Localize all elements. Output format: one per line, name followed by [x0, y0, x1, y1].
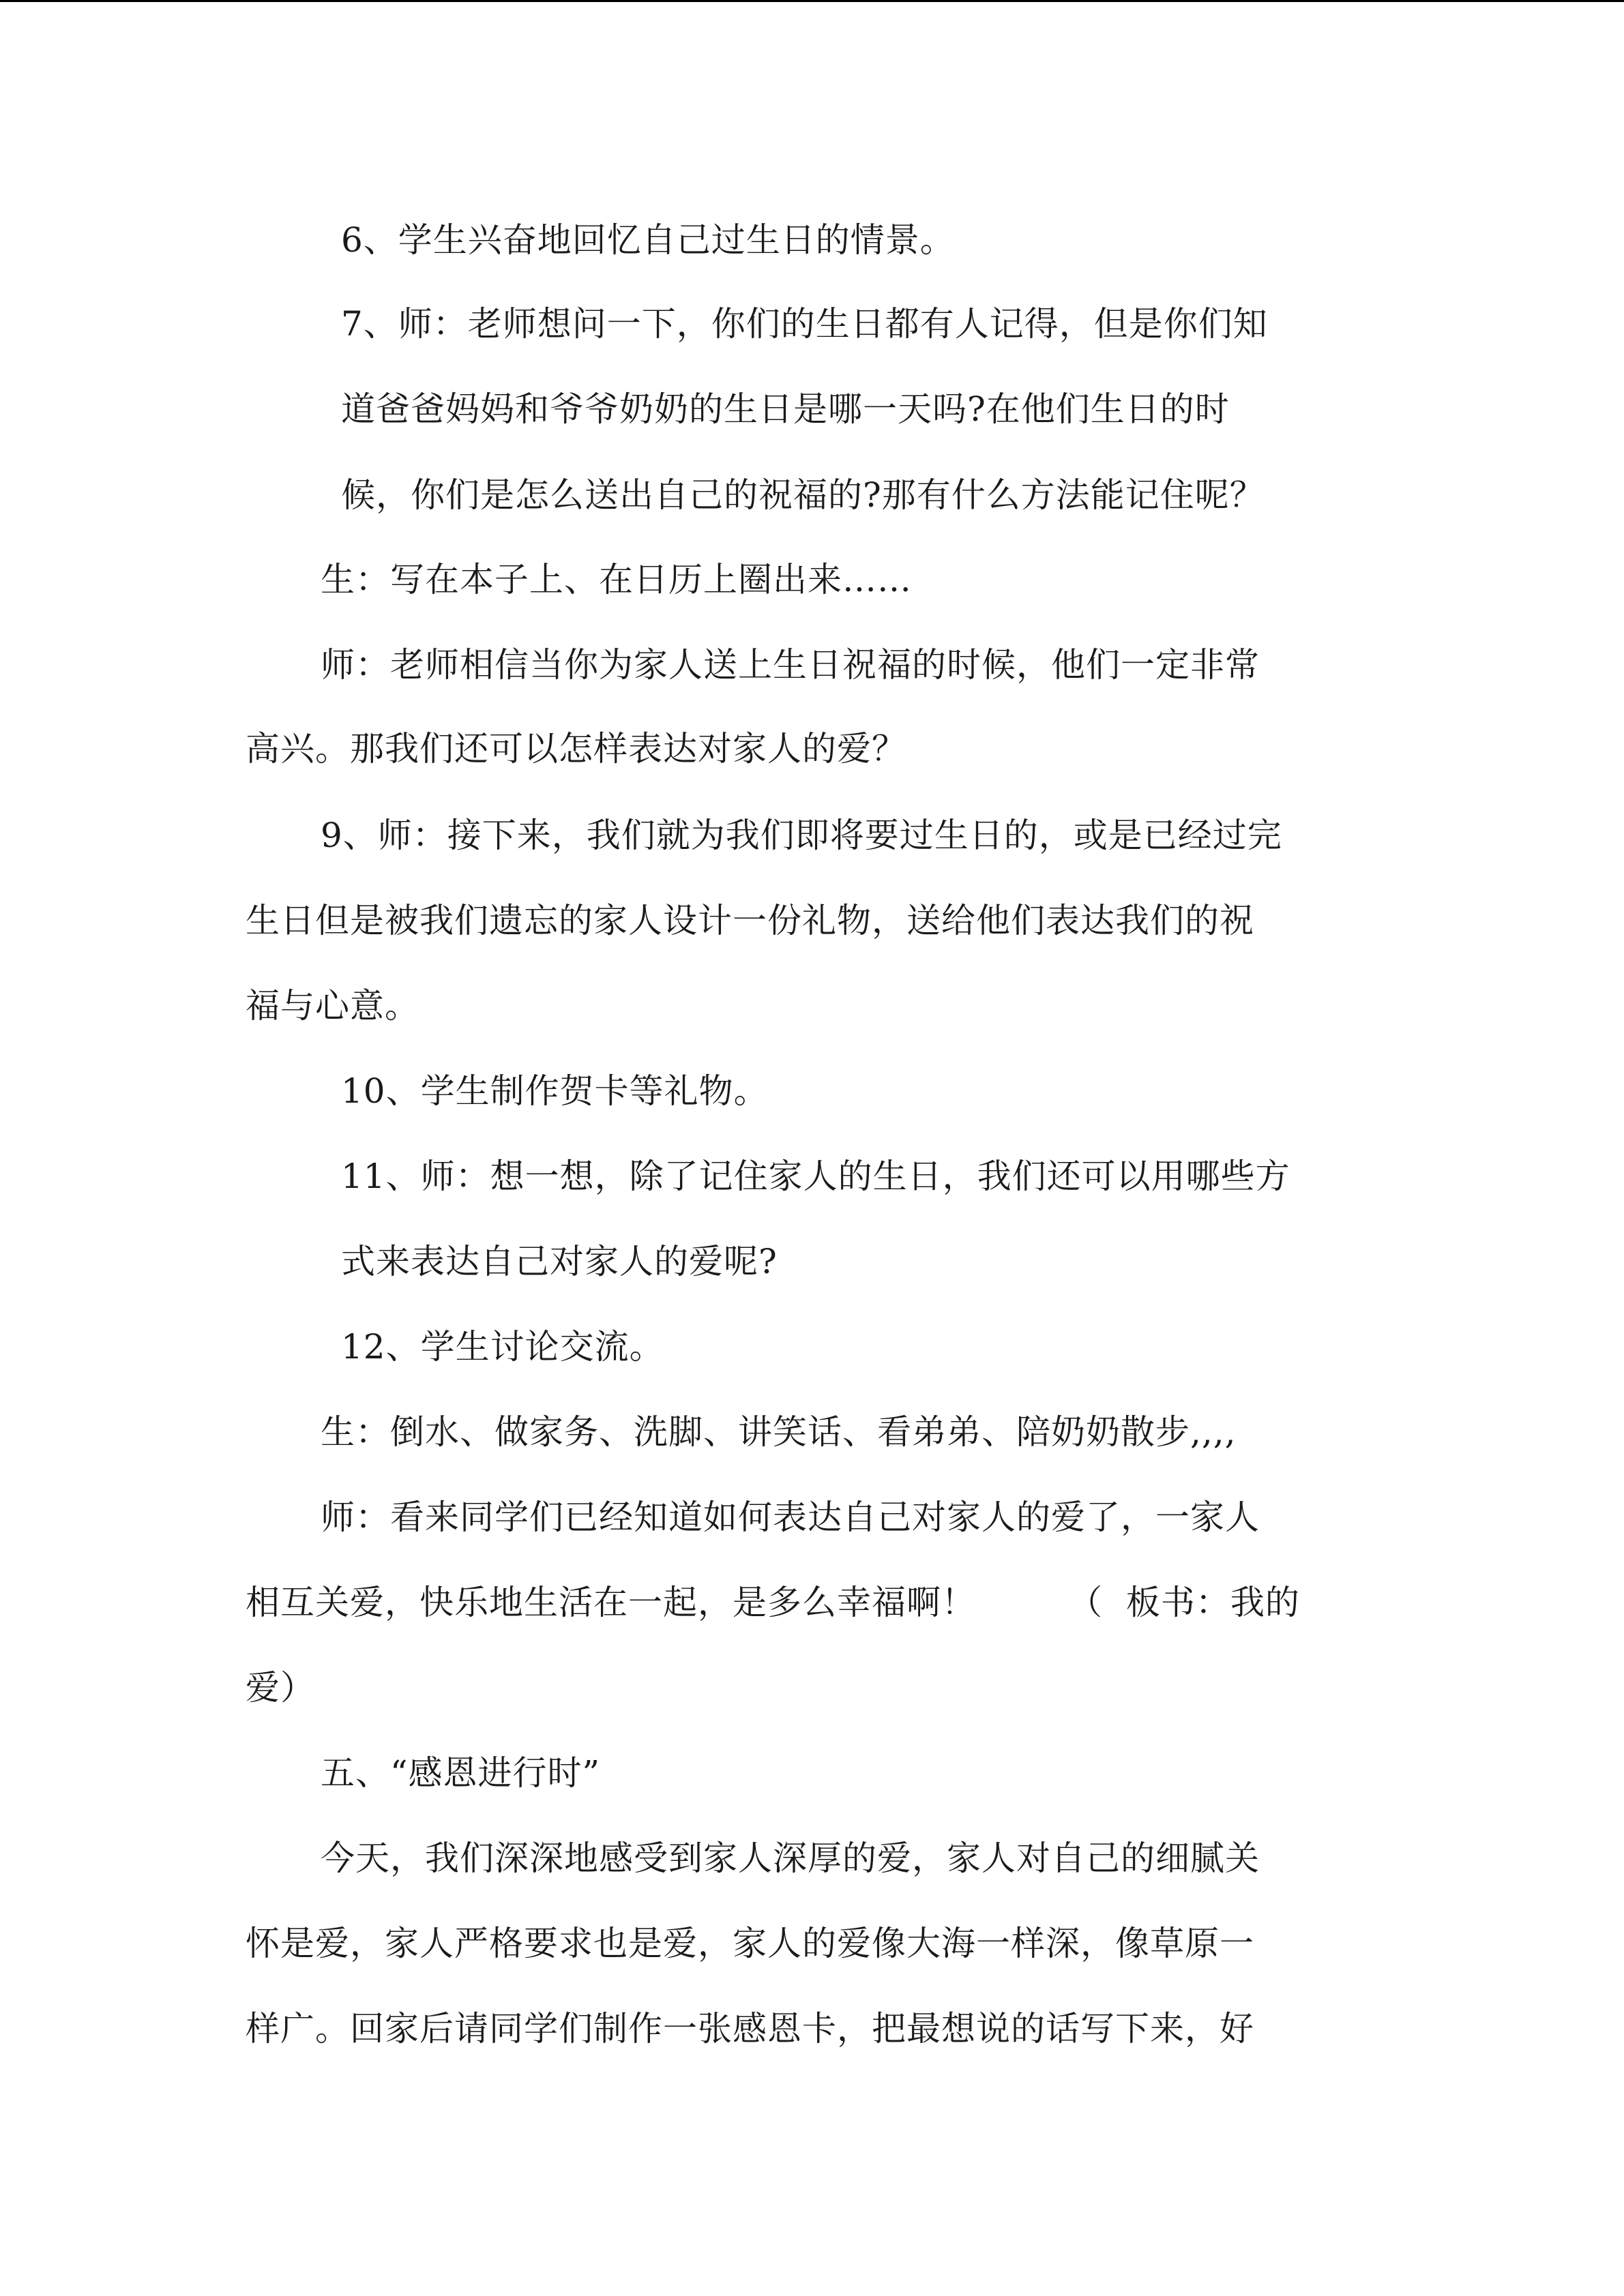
- text-line-17: 相互关爱，快乐地生活在一起，是多么幸福啊！ （ 板书：我的: [246, 1583, 1300, 1622]
- text-line-21: 怀是爱，家人严格要求也是爱，家人的爱像大海一样深，像草原一: [246, 1924, 1254, 1963]
- text-line-6: 师：老师相信当你为家人送上生日祝福的时候，他们一定非常: [321, 645, 1260, 685]
- text-line-10: 福与心意。: [246, 986, 419, 1026]
- text-line-4: 候，你们是怎么送出自己的祝福的?那有什么方法能记住呢？: [341, 475, 1265, 515]
- text-line-9: 生日但是被我们遗忘的家人设计一份礼物，送给他们表达我们的祝: [246, 901, 1254, 940]
- text-line-13: 式来表达自己对家人的爱呢?: [341, 1242, 778, 1281]
- text-line-20: 今天，我们深深地感受到家人深厚的爱，家人对自己的细腻关: [321, 1838, 1260, 1878]
- text-line-1: 6、学生兴奋地回忆自己过生日的情景。: [341, 220, 955, 260]
- text-line-12: 11、师：想一想，除了记住家人的生日，我们还可以用哪些方: [341, 1157, 1290, 1196]
- text-line-5: 生：写在本子上、在日历上圈出来……: [321, 560, 912, 599]
- text-line-19: 五、“感恩进行时”: [321, 1753, 601, 1793]
- text-line-18: 爱）: [246, 1668, 315, 1708]
- text-line-14: 12、学生讨论交流。: [341, 1327, 664, 1367]
- text-line-7: 高兴。那我们还可以怎样表达对家人的爱？: [246, 729, 906, 769]
- text-line-16: 师：看来同学们已经知道如何表达自己对家人的爱了，一家人: [321, 1497, 1260, 1537]
- text-line-22: 样广。回家后请同学们制作一张感恩卡，把最想说的话写下来，好: [246, 2009, 1254, 2048]
- text-line-2: 7、师：老师想问一下，你们的生日都有人记得，但是你们知: [341, 304, 1268, 344]
- text-line-8: 9、师：接下来，我们就为我们即将要过生日的，或是已经过完: [321, 816, 1282, 855]
- text-line-15: 生：倒水、做家务、洗脚、讲笑话、看弟弟、陪奶奶散步,,,,: [321, 1412, 1237, 1452]
- text-line-3: 道爸爸妈妈和爷爷奶奶的生日是哪一天吗?在他们生日的时: [341, 389, 1230, 429]
- text-line-11: 10、学生制作贺卡等礼物。: [341, 1071, 769, 1111]
